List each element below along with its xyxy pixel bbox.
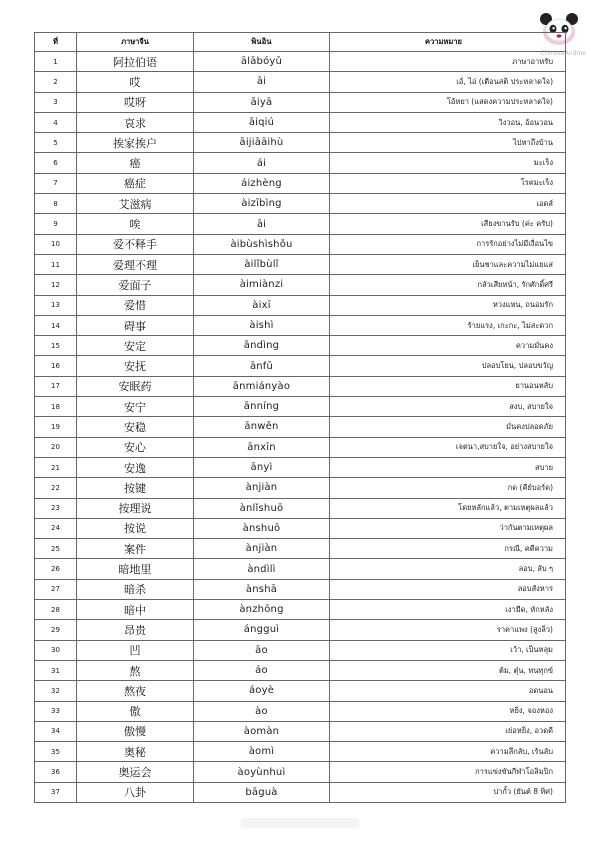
pinyin: ànjiàn [194,539,330,559]
row-number: 6 [35,153,77,173]
pinyin: ànshā [194,579,330,599]
footer-watermark [240,818,360,828]
pinyin: ào [194,701,330,721]
thai-meaning: ต้ม, ตุ๋น, ทนทุกข์ [330,660,566,680]
row-number: 18 [35,397,77,417]
row-number: 14 [35,315,77,335]
table-row [35,295,566,315]
thai-meaning: ราคาแพง (สูงลิ่ว) [330,620,566,640]
pinyin: áoyè [194,681,330,701]
table-row [35,52,566,72]
table-row [35,498,566,518]
thai-meaning: เว้า, เป็นหลุม [330,640,566,660]
table-row [35,782,566,802]
pinyin: àimiànzi [194,275,330,295]
chinese-word: 哀求 [77,112,194,132]
chinese-word: 奥秘 [77,742,194,762]
thai-meaning: ปากั้ว (ยันต์ 8 ทิศ) [330,782,566,802]
thai-meaning: ว่ากันตามเหตุผล [330,518,566,538]
chinese-word: 傲 [77,701,194,721]
thai-meaning: สบาย [330,457,566,477]
row-number: 21 [35,457,77,477]
thai-meaning: กด (คีย์บอร์ด) [330,478,566,498]
pinyin: āi [194,214,330,234]
thai-meaning: หยิ่ง, จองหอง [330,701,566,721]
pinyin: àndìlì [194,559,330,579]
chinese-word: 八卦 [77,782,194,802]
pinyin: ànzhōng [194,600,330,620]
row-number: 28 [35,600,77,620]
chinese-word: 阿拉伯语 [77,52,194,72]
row-number: 29 [35,620,77,640]
chinese-word: 安抚 [77,356,194,376]
row-number: 30 [35,640,77,660]
chinese-word: 熬 [77,660,194,680]
table-row [35,539,566,559]
table-row [35,600,566,620]
pinyin: àibùshìshǒu [194,234,330,254]
row-number: 22 [35,478,77,498]
row-number: 8 [35,194,77,214]
thai-meaning: อดนอน [330,681,566,701]
chinese-word: 按键 [77,478,194,498]
thai-meaning: เงามืด, หักหลัง [330,600,566,620]
table-row [35,559,566,579]
pinyin: áo [194,660,330,680]
row-number: 4 [35,112,77,132]
table-row [35,417,566,437]
header-meaning: ความหมาย [330,33,566,52]
row-number: 32 [35,681,77,701]
row-number: 23 [35,498,77,518]
table-row [35,478,566,498]
row-number: 37 [35,782,77,802]
chinese-word: 安宁 [77,397,194,417]
pinyin: ālābóyǔ [194,52,330,72]
thai-meaning: กลัวเสียหน้า, รักศักดิ์ศรี [330,275,566,295]
chinese-word: 癌 [77,153,194,173]
logo-caption: ChineseAndme [540,50,586,57]
table-row [35,376,566,396]
thai-meaning: เย่อหยิ่ง, อวดดี [330,721,566,741]
chinese-word: 挨家挨户 [77,133,194,153]
table-row [35,234,566,254]
pinyin: ái [194,153,330,173]
chinese-word: 癌症 [77,173,194,193]
pinyin: àishì [194,315,330,335]
pinyin: àilǐbùlǐ [194,254,330,274]
chinese-word: 暗杀 [77,579,194,599]
chinese-word: 安心 [77,437,194,457]
vocabulary-table [34,32,566,803]
table-row [35,275,566,295]
table-row [35,742,566,762]
pinyin: ānxīn [194,437,330,457]
thai-meaning: ลอบสังหาร [330,579,566,599]
chinese-word: 按说 [77,518,194,538]
table-row [35,254,566,274]
thai-meaning: ปลอบโยน, ปลอบขวัญ [330,356,566,376]
table-row [35,153,566,173]
table-header-row [35,33,566,52]
thai-meaning: เสียงขานรับ (ค่ะ ครับ) [330,214,566,234]
row-number: 26 [35,559,77,579]
row-number: 20 [35,437,77,457]
chinese-word: 安稳 [77,417,194,437]
chinese-word: 爱面子 [77,275,194,295]
chinese-word: 昂贵 [77,620,194,640]
chinese-word: 奥运会 [77,762,194,782]
table-row [35,356,566,376]
table-row [35,518,566,538]
table-row [35,620,566,640]
pinyin: ànshuō [194,518,330,538]
thai-meaning: เจตนา,สบายใจ, อย่างสบายใจ [330,437,566,457]
chinese-word: 唉 [77,214,194,234]
pinyin: àomì [194,742,330,762]
table-row [35,701,566,721]
row-number: 17 [35,376,77,396]
thai-meaning: โรคมะเร็ง [330,173,566,193]
pinyin: ānfǔ [194,356,330,376]
thai-meaning: การรักอย่างไม่มีเงื่อนไข [330,234,566,254]
row-number: 12 [35,275,77,295]
table-row [35,721,566,741]
thai-meaning: มั่นคงปลอดภัย [330,417,566,437]
chinese-word: 爱不释手 [77,234,194,254]
table-row [35,660,566,680]
table-row [35,397,566,417]
table-row [35,315,566,335]
thai-meaning: เอดส์ [330,194,566,214]
thai-meaning: หวงแหน, ถนอมรัก [330,295,566,315]
row-number: 7 [35,173,77,193]
chinese-word: 安定 [77,336,194,356]
row-number: 24 [35,518,77,538]
chinese-word: 熬夜 [77,681,194,701]
row-number: 15 [35,336,77,356]
pinyin: āiqiú [194,112,330,132]
row-number: 9 [35,214,77,234]
table-row [35,133,566,153]
table-row [35,194,566,214]
thai-meaning: โดยหลักแล้ว, ตามเหตุผลแล้ว [330,498,566,518]
row-number: 34 [35,721,77,741]
row-number: 33 [35,701,77,721]
pinyin: áizhèng [194,173,330,193]
table-row [35,173,566,193]
row-number: 35 [35,742,77,762]
pinyin: àizībìng [194,194,330,214]
thai-meaning: การแข่งขันกีฬาโอลิมปิก [330,762,566,782]
thai-meaning: เอ้, ไอ่ (เตือนสติ ประหลาดใจ) [330,72,566,92]
pinyin: ángguì [194,620,330,640]
chinese-word: 傲慢 [77,721,194,741]
header-pinyin: พินอิน [194,33,330,52]
row-number: 16 [35,356,77,376]
row-number: 3 [35,92,77,112]
pinyin: āi [194,72,330,92]
thai-meaning: ลอบ, ลับ ๆ [330,559,566,579]
chinese-word: 按理说 [77,498,194,518]
table-row [35,457,566,477]
chinese-word: 哎呀 [77,92,194,112]
thai-meaning: กรณี, คดีความ [330,539,566,559]
pinyin: āndìng [194,336,330,356]
pinyin: ānníng [194,397,330,417]
header-no: ที่ [35,33,77,52]
pinyin: ànjiàn [194,478,330,498]
table-row [35,92,566,112]
row-number: 25 [35,539,77,559]
table-row [35,214,566,234]
thai-meaning: สงบ, สบายใจ [330,397,566,417]
chinese-word: 爱惜 [77,295,194,315]
thai-meaning: ความมั่นคง [330,336,566,356]
pinyin: āo [194,640,330,660]
thai-meaning: ไปหาถึงบ้าน [330,133,566,153]
pinyin: àixī [194,295,330,315]
chinese-word: 爱理不理 [77,254,194,274]
header-chinese: ภาษาจีน [77,33,194,52]
chinese-word: 艾滋病 [77,194,194,214]
row-number: 13 [35,295,77,315]
chinese-word: 案件 [77,539,194,559]
pinyin: āijiāāihù [194,133,330,153]
pinyin: bāguà [194,782,330,802]
thai-meaning: โอ้หยา (แสดงความประหลาดใจ) [330,92,566,112]
thai-meaning: ความลึกลับ, เร้นลับ [330,742,566,762]
thai-meaning: วิงวอน, อ้อนวอน [330,112,566,132]
thai-meaning: ภาษาอาหรับ [330,52,566,72]
table-row [35,579,566,599]
pinyin: ānyì [194,457,330,477]
chinese-word: 暗中 [77,600,194,620]
row-number: 36 [35,762,77,782]
table-row [35,681,566,701]
row-number: 31 [35,660,77,680]
row-number: 10 [35,234,77,254]
chinese-word: 安眠药 [77,376,194,396]
thai-meaning: ร้ายแรง, เกะกะ, ไม่สะดวก [330,315,566,335]
table-row [35,437,566,457]
table-row [35,112,566,132]
chinese-word: 安逸 [77,457,194,477]
row-number: 1 [35,52,77,72]
row-number: 5 [35,133,77,153]
thai-meaning: มะเร็ง [330,153,566,173]
pinyin: àoyùnhuì [194,762,330,782]
chinese-word: 暗地里 [77,559,194,579]
pinyin: āiyā [194,92,330,112]
thai-meaning: ยานอนหลับ [330,376,566,396]
row-number: 2 [35,72,77,92]
chinese-word: 碍事 [77,315,194,335]
row-number: 11 [35,254,77,274]
table-row [35,762,566,782]
chinese-word: 凹 [77,640,194,660]
pinyin: ānmiányào [194,376,330,396]
table-row [35,640,566,660]
pinyin: ānwěn [194,417,330,437]
table-row [35,336,566,356]
chinese-word: 哎 [77,72,194,92]
pinyin: ànlǐshuō [194,498,330,518]
thai-meaning: เย็นชาและความไม่แยแส [330,254,566,274]
table-row [35,72,566,92]
pinyin: àomàn [194,721,330,741]
row-number: 19 [35,417,77,437]
row-number: 27 [35,579,77,599]
